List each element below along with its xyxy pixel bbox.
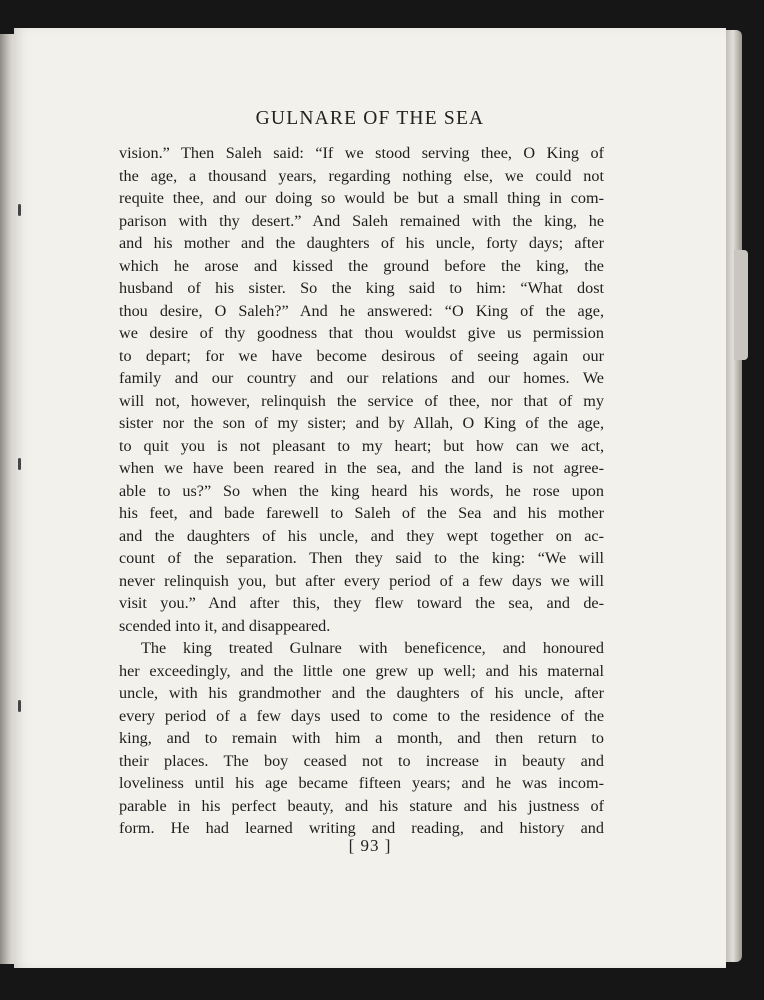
running-head: GULNARE OF THE SEA: [255, 108, 485, 129]
text-line: to quit you is not pleasant to my heart; but how can we act,: [119, 436, 604, 455]
text-line: their places. The boy ceased not to increase in beauty and: [119, 751, 604, 770]
text-line: sister nor the son of my sister; and by Allah, O King of the age,: [119, 414, 604, 432]
text-line: his feet, and bade farewell to Saleh of the Sea and his mother: [119, 504, 604, 522]
text-line: vision.” Then Saleh said: “If we stood serving thee, O King of: [119, 144, 604, 162]
text-line: loveliness until his age became fifteen years; and he was incom-: [119, 774, 604, 792]
text-line: which he arose and kissed the ground before the king, the: [119, 256, 604, 275]
margin-mark: [18, 204, 21, 216]
text-line: family and our country and our relations and our homes. We: [119, 369, 604, 387]
paragraph-end-line: scended into it, and disappeared.: [119, 616, 331, 635]
book-page: [14, 28, 726, 968]
text-line: count of the separation. Then they said to the king: “We will: [119, 549, 604, 567]
paragraph-start-line: The king treated Gulnare with beneficence, and honoured: [141, 639, 604, 657]
text-line: never relinquish you, but after every period of a few days we will: [119, 571, 604, 590]
text-line: her exceedingly, and the little one grew up well; and his maternal: [119, 661, 604, 680]
margin-mark: [18, 700, 21, 712]
text-line: the age, a thousand years, regarding nothing else, we could not: [119, 166, 604, 185]
text-line: to depart; for we have become desirous of seeing again our: [119, 346, 604, 365]
text-line: parison with thy desert.” And Saleh remained with the king, he: [119, 211, 604, 230]
page-number: [ 93 ]: [348, 836, 392, 855]
body-text: [119, 142, 604, 840]
text-line: form. He had learned writing and reading, and history and: [119, 819, 604, 837]
text-line: every period of a few days used to come to the residence of the: [119, 706, 604, 725]
text-line: requite thee, and our doing so would be but a small thing in com-: [119, 189, 604, 207]
text-line: able to us?” So when the king heard his words, he rose upon: [119, 481, 604, 500]
text-line: and his mother and the daughters of his uncle, forty days; after: [119, 234, 604, 252]
text-line: uncle, with his grandmother and the daughters of his uncle, after: [119, 684, 604, 702]
text-line: when we have been reared in the sea, and the land is not agree-: [119, 459, 604, 477]
text-line: visit you.” And after this, they flew toward the sea, and de-: [119, 594, 604, 612]
text-line: and the daughters of his uncle, and they wept together on ac-: [119, 526, 604, 545]
text-line: thou desire, O Saleh?” And he answered: “O King of the age,: [119, 301, 604, 320]
text-line: king, and to remain with him a month, and then return to: [119, 729, 604, 747]
page-stack-notch: [734, 250, 748, 360]
margin-mark: [18, 458, 21, 470]
text-line: we desire of thy goodness that thou wouldst give us permission: [119, 324, 604, 342]
text-line: will not, however, relinquish the service of thee, nor that of my: [119, 391, 604, 410]
text-line: parable in his perfect beauty, and his stature and his justness of: [119, 796, 604, 815]
text-line: husband of his sister. So the king said to him: “What dost: [119, 279, 604, 297]
